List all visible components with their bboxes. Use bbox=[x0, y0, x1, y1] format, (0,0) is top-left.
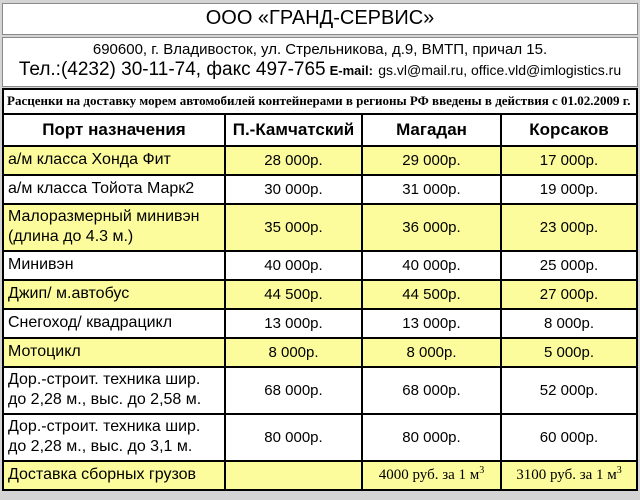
phone-email-line bbox=[3, 59, 637, 81]
port-cell: Дор.-строит. техника шир. до 2,28 м., выс. до 3,1 м. bbox=[3, 414, 225, 461]
port-cell: а/м класса Хонда Фит bbox=[3, 146, 225, 175]
table-row bbox=[3, 338, 637, 367]
table-header-row bbox=[3, 114, 637, 146]
price-cell: 80 000р. bbox=[225, 414, 362, 461]
table-row bbox=[3, 204, 637, 251]
port-cell: Джип/ м.автобус bbox=[3, 280, 225, 309]
column-header-magadan: Магадан bbox=[362, 114, 501, 146]
price-cell: 8 000р. bbox=[225, 338, 362, 367]
price-cell: 40 000р. bbox=[225, 251, 362, 280]
price-cell: 52 000р. bbox=[501, 367, 637, 414]
table-row bbox=[3, 175, 637, 204]
price-cell: 68 000р. bbox=[362, 367, 501, 414]
cubic-meter-superscript: 3 bbox=[479, 464, 485, 476]
price-cell: 28 000р. bbox=[225, 146, 362, 175]
price-cell: 13 000р. bbox=[362, 309, 501, 338]
table-row bbox=[3, 251, 637, 280]
price-cell: 68 000р. bbox=[225, 367, 362, 414]
price-cell: 29 000р. bbox=[362, 146, 501, 175]
table-row bbox=[3, 280, 637, 309]
port-cell: Доставка сборных грузов bbox=[3, 461, 225, 490]
table-row bbox=[3, 146, 637, 175]
column-header-korsakov: Корсаков bbox=[501, 114, 637, 146]
company-address: 690600, г. Владивосток, ул. Стрельникова, д.9, ВМТП, причал 15. bbox=[92, 41, 548, 58]
price-cell: 19 000р. bbox=[501, 175, 637, 204]
price-cell: 30 000р. bbox=[225, 175, 362, 204]
price-cell-empty bbox=[225, 461, 362, 490]
price-cell: 80 000р. bbox=[362, 414, 501, 461]
price-cell: 36 000р. bbox=[362, 204, 501, 251]
price-cell: 40 000р. bbox=[362, 251, 501, 280]
table-row bbox=[3, 414, 637, 461]
price-cell: 44 500р. bbox=[225, 280, 362, 309]
port-cell: Дор.-строит. техника шир. до 2,28 м., выс. до 2,58 м. bbox=[3, 367, 225, 414]
price-cell: 25 000р. bbox=[501, 251, 637, 280]
company-header-box bbox=[2, 3, 638, 35]
price-cell: 8 000р. bbox=[362, 338, 501, 367]
price-cell: 27 000р. bbox=[501, 280, 637, 309]
port-cell: Малоразмерный минивэн (длина до 4.3 м.) bbox=[3, 204, 225, 251]
price-cell: 23 000р. bbox=[501, 204, 637, 251]
price-cell: 31 000р. bbox=[362, 175, 501, 204]
email-label: E-mail: bbox=[329, 63, 373, 78]
column-header-port: Порт назначения bbox=[3, 114, 225, 146]
pricing-notice: Расценки на доставку морем автомобилей контейнерами в регионы РФ введены в действия с 01.02.2009 г. bbox=[2, 88, 638, 113]
company-name: ООО «ГРАНД-СЕРВИС» bbox=[205, 7, 435, 29]
port-cell: а/м класса Тойота Марк2 bbox=[3, 175, 225, 204]
price-cell: 17 000р. bbox=[501, 146, 637, 175]
price-cell bbox=[362, 461, 501, 490]
table-row bbox=[3, 367, 637, 414]
port-cell: Минивэн bbox=[3, 251, 225, 280]
port-cell: Мотоцикл bbox=[3, 338, 225, 367]
price-cell: 35 000р. bbox=[225, 204, 362, 251]
cubic-meter-superscript: 3 bbox=[616, 464, 622, 476]
price-per-cubic-meter: 4000 руб. за 1 м bbox=[378, 466, 480, 483]
price-cell: 8 000р. bbox=[501, 309, 637, 338]
table-row bbox=[3, 461, 637, 490]
price-cell: 13 000р. bbox=[225, 309, 362, 338]
table-row bbox=[3, 309, 637, 338]
contact-box bbox=[2, 37, 638, 87]
price-cell bbox=[501, 461, 637, 490]
price-cell: 44 500р. bbox=[362, 280, 501, 309]
price-cell: 5 000р. bbox=[501, 338, 637, 367]
price-table bbox=[2, 113, 638, 491]
price-cell: 60 000р. bbox=[501, 414, 637, 461]
port-cell: Снегоход/ квадрацикл bbox=[3, 309, 225, 338]
column-header-pkamchatsky: П.-Камчатский bbox=[225, 114, 362, 146]
price-per-cubic-meter: 3100 руб. за 1 м bbox=[516, 466, 617, 483]
company-email: gs.vl@mail.ru, office.vld@imlogistics.ru bbox=[378, 62, 622, 78]
company-phone: Тел.:(4232) 30-11-74, факс 497-765 bbox=[18, 59, 326, 80]
